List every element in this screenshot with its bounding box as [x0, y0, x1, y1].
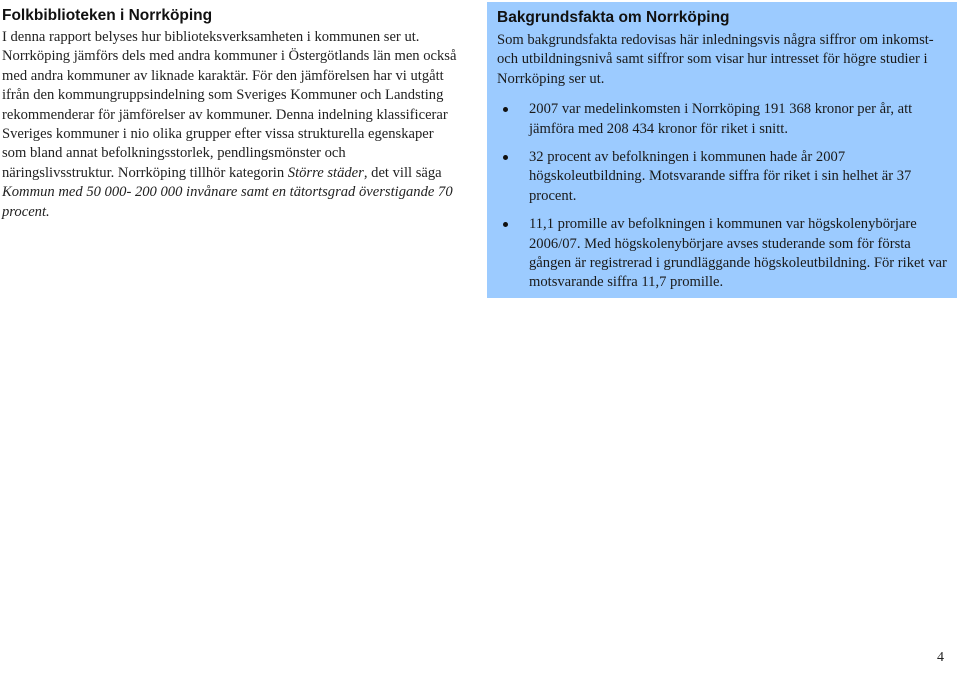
body-paragraph: [2, 28, 457, 222]
fact-text: 2007 var medelinkomsten i Norrköping 191 368 kronor per år, att jämföra med 208 434 kronor för riket i snitt.: [529, 101, 913, 137]
fact-text: 32 procent av befolkningen i kommunen hade år 2007 högskoleutbildning. Motsvarande siffra för riket i sin helhet är 37 procent.: [529, 149, 912, 204]
fact-list-item: [497, 148, 947, 206]
fact-box: [487, 2, 957, 298]
bullet-icon: [503, 107, 508, 112]
bullet-icon: [503, 222, 508, 227]
fact-box-intro: Som bakgrundsfakta redovisas här inledningsvis några siffror om inkomst- och utbildningsnivå samt siffror som visar hur intresset för högre studier i Norrköping ser ut.: [497, 32, 934, 87]
paragraph-italic-definition: Kommun med 50 000- 200 000 invånare samt en tätortsgrad överstigande 70 procent.: [2, 184, 453, 220]
fact-list: [497, 100, 947, 293]
fact-text: 11,1 promille av befolkningen i kommunen var högskolenybörjare 2006/07. Med högskolenybörjare avses studerande som för första gången är registrerad i grundläggande högskoleutbildning. För riket var motsvarande siffra 11,7 promille.: [529, 216, 947, 291]
paragraph-italic-category: Större städer: [287, 164, 364, 181]
bullet-icon: [503, 155, 508, 160]
fact-box-title: Bakgrundsfakta om Norrköping: [497, 9, 730, 26]
main-section: [2, 6, 457, 222]
page-number: 4: [937, 650, 944, 665]
fact-list-item: [497, 100, 947, 139]
fact-list-item: [497, 215, 947, 293]
paragraph-text-2: , det vill säga: [363, 164, 442, 181]
section-title: Folkbiblioteken i Norrköping: [2, 7, 213, 24]
paragraph-text-1: I denna rapport belyses hur biblioteksverksamheten i kommunen ser ut. Norrköping jämförs dels med andra kommuner i Östergötlands län men också med andra kommuner av liknade karaktär. För den jämförelsen har vi utgått ifrån den kommungruppsindelning som Sveriges Kommuner och Landsting rekommenderar för jämförelser av kommuner. Denna indelning klassificerar Sveriges kommuner i nio olika grupper efter vissa strukturella egenskaper som bland annat befolkningsstorlek, pendlingsmönster och näringslivsstruktur. Norrköping tillhör kategorin: [2, 29, 457, 181]
